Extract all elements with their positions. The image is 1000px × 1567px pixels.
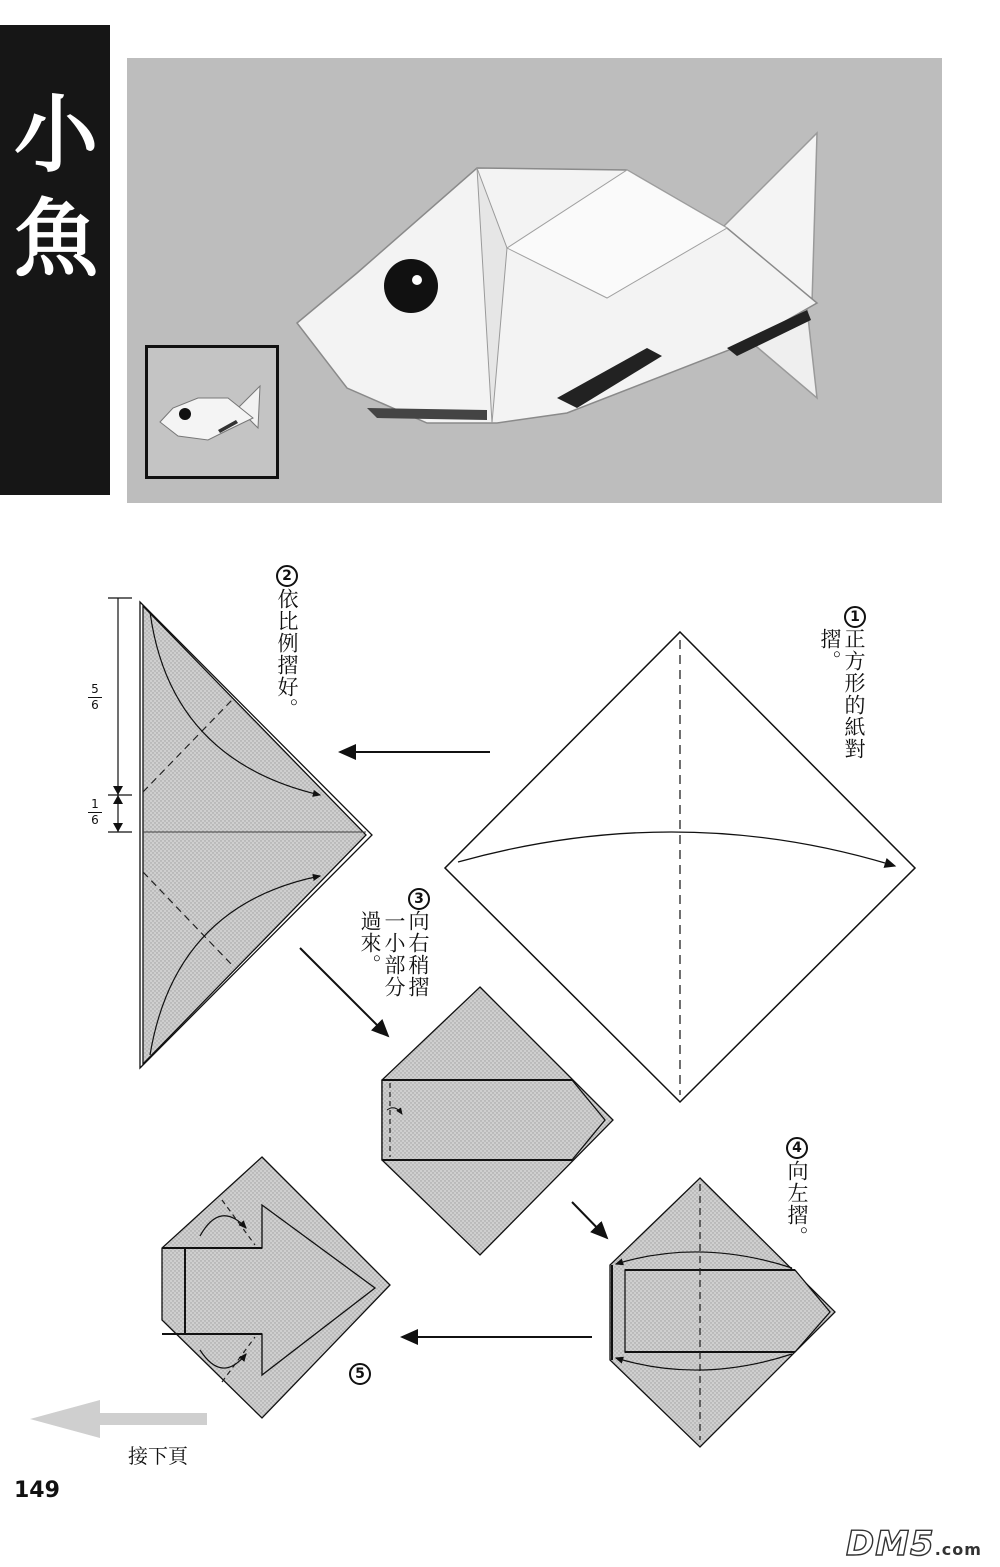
ratio-lower-den: 6 xyxy=(91,813,99,827)
title-char-1: 小 xyxy=(13,86,98,184)
step3-number: 3 xyxy=(408,888,430,910)
step3-diagram xyxy=(382,987,613,1255)
ratio-upper xyxy=(88,683,102,712)
next-page-arrow xyxy=(30,1400,207,1438)
arrow-step3-to-step4 xyxy=(572,1202,607,1238)
title-char-2: 魚 xyxy=(13,190,98,288)
step2-text: 依比例摺好。 xyxy=(275,588,299,720)
step2-diagram xyxy=(108,598,372,1068)
watermark-main: DM5 xyxy=(846,1524,935,1564)
step4-text: 向左摺。 xyxy=(785,1160,809,1248)
step3-text: 向右稍摺一小部分過來。 xyxy=(358,910,430,998)
step1-number: 1 xyxy=(844,606,866,628)
step4-number: 4 xyxy=(786,1137,808,1159)
ratio-upper-num: 5 xyxy=(91,682,99,696)
page-number: 149 xyxy=(14,1478,60,1503)
next-page-label[interactable]: 接下頁 xyxy=(128,1444,188,1468)
watermark-suffix: .com xyxy=(934,1540,982,1559)
step5-number: 5 xyxy=(349,1363,371,1385)
step1-text: 正方形的紙對摺。 xyxy=(818,628,866,760)
watermark xyxy=(846,1524,982,1564)
step2-number: 2 xyxy=(276,565,298,587)
ratio-upper-den: 6 xyxy=(91,698,99,712)
ratio-lower-num: 1 xyxy=(91,797,99,811)
ratio-lower xyxy=(88,798,102,827)
